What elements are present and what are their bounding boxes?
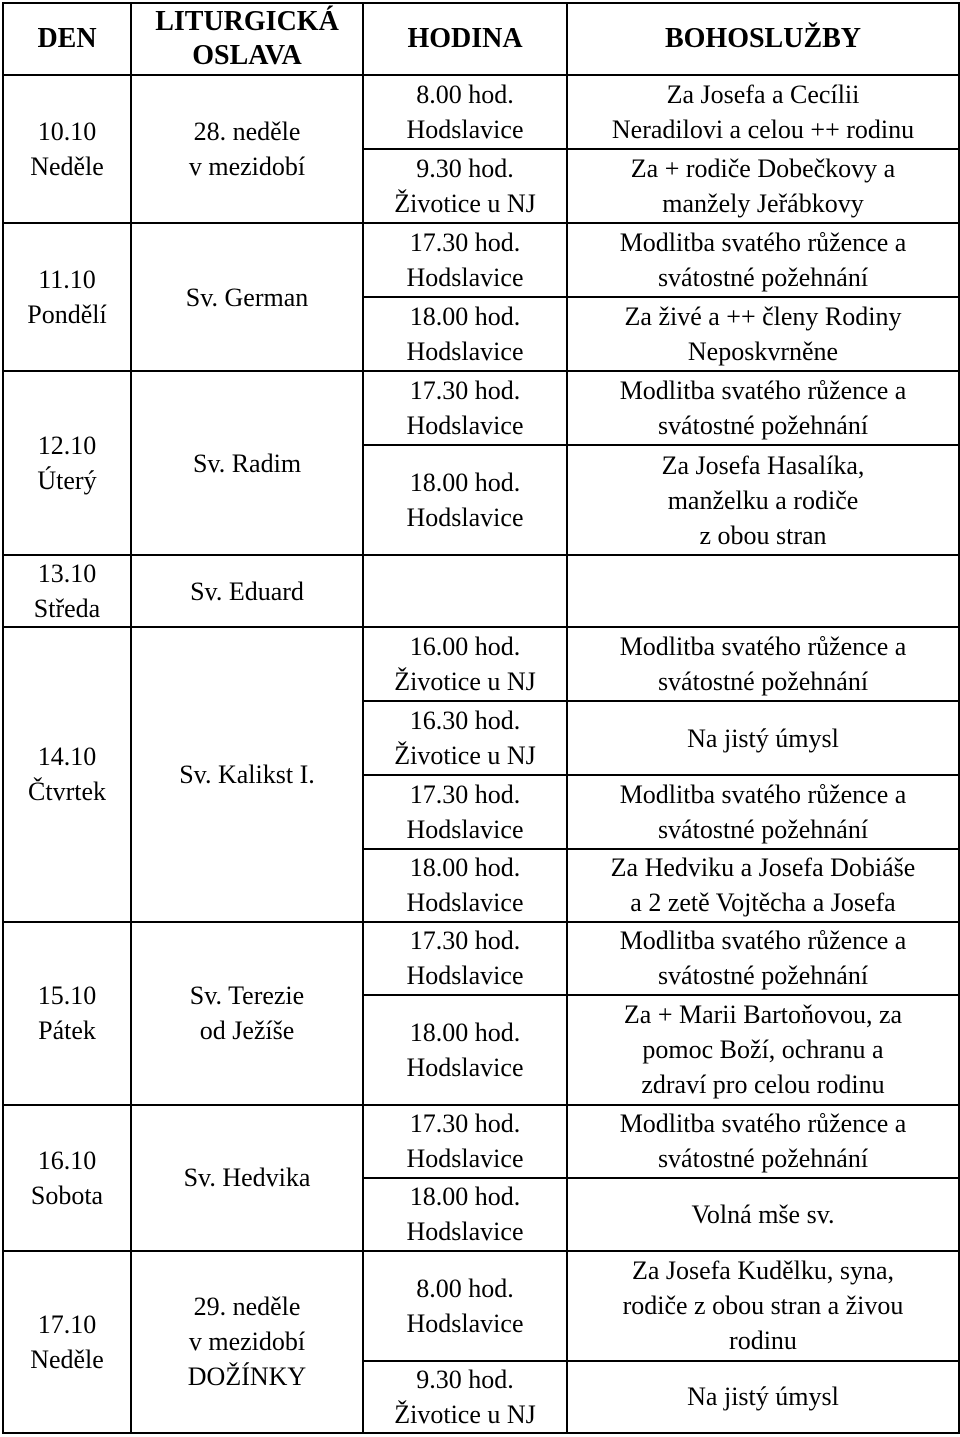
mass-schedule-table bbox=[2, 2, 960, 1434]
service-cell: Na jistý úmysl bbox=[567, 1361, 959, 1433]
service-cell: Modlitba svatého růžence a svátostné požehnání bbox=[567, 627, 959, 701]
day-cell: 13.10 Středa bbox=[3, 555, 131, 627]
header-liturgy: LITURGICKÁ OSLAVA bbox=[131, 3, 363, 75]
liturgy-cell: Sv. Eduard bbox=[131, 555, 363, 627]
header-day: DEN bbox=[3, 3, 131, 75]
table-row bbox=[3, 627, 959, 701]
day-cell: 14.10 Čtvrtek bbox=[3, 627, 131, 921]
day-cell: 16.10 Sobota bbox=[3, 1105, 131, 1251]
service-cell: Za Josefa Hasalíka, manželku a rodiče z obou stran bbox=[567, 445, 959, 555]
service-cell: Za Josefa Kudělku, syna, rodiče z obou stran a živou rodinu bbox=[567, 1251, 959, 1361]
time-cell: 17.30 hod. Hodslavice bbox=[363, 922, 567, 995]
service-cell bbox=[567, 555, 959, 627]
liturgy-cell: Sv. Hedvika bbox=[131, 1105, 363, 1251]
time-cell: 18.00 hod. Hodslavice bbox=[363, 445, 567, 555]
service-cell: Za + rodiče Dobečkovy a manžely Jeřábkovy bbox=[567, 149, 959, 223]
service-cell: Za Josefa a Cecílii Neradilovi a celou ++ rodinu bbox=[567, 75, 959, 149]
time-cell: 18.00 hod. Hodslavice bbox=[363, 995, 567, 1105]
table-row bbox=[3, 371, 959, 445]
time-cell: 16.00 hod. Životice u NJ bbox=[363, 627, 567, 701]
liturgy-cell: Sv. Radim bbox=[131, 371, 363, 555]
liturgy-cell: 28. neděle v mezidobí bbox=[131, 75, 363, 223]
table-row bbox=[3, 223, 959, 297]
liturgy-cell: Sv. Kalikst I. bbox=[131, 627, 363, 921]
service-cell: Modlitba svatého růžence a svátostné požehnání bbox=[567, 922, 959, 995]
service-cell: Volná mše sv. bbox=[567, 1178, 959, 1251]
time-cell: 8.00 hod. Hodslavice bbox=[363, 1251, 567, 1361]
liturgy-cell: Sv. Terezie od Ježíše bbox=[131, 922, 363, 1105]
table-row bbox=[3, 555, 959, 627]
service-cell: Modlitba svatého růžence a svátostné požehnání bbox=[567, 371, 959, 445]
table-row bbox=[3, 1105, 959, 1178]
time-cell: 17.30 hod. Hodslavice bbox=[363, 371, 567, 445]
time-cell: 18.00 hod. Hodslavice bbox=[363, 297, 567, 371]
time-cell bbox=[363, 555, 567, 627]
time-cell: 16.30 hod. Životice u NJ bbox=[363, 701, 567, 775]
time-cell: 17.30 hod. Hodslavice bbox=[363, 775, 567, 848]
table-row bbox=[3, 1251, 959, 1361]
service-cell: Za + Marii Bartoňovou, za pomoc Boží, ochranu a zdraví pro celou rodinu bbox=[567, 995, 959, 1105]
day-cell: 10.10 Neděle bbox=[3, 75, 131, 223]
time-cell: 17.30 hod. Hodslavice bbox=[363, 223, 567, 297]
liturgy-cell: 29. neděle v mezidobí DOŽÍNKY bbox=[131, 1251, 363, 1433]
service-cell: Za Hedviku a Josefa Dobiáše a 2 zetě Vojtěcha a Josefa bbox=[567, 849, 959, 922]
time-cell: 18.00 hod. Hodslavice bbox=[363, 1178, 567, 1251]
day-cell: 11.10 Pondělí bbox=[3, 223, 131, 371]
time-cell: 17.30 hod. Hodslavice bbox=[363, 1105, 567, 1178]
service-cell: Modlitba svatého růžence a svátostné požehnání bbox=[567, 775, 959, 848]
header-service: BOHOSLUŽBY bbox=[567, 3, 959, 75]
day-cell: 15.10 Pátek bbox=[3, 922, 131, 1105]
time-cell: 18.00 hod. Hodslavice bbox=[363, 849, 567, 922]
table-row bbox=[3, 922, 959, 995]
service-cell: Modlitba svatého růžence a svátostné požehnání bbox=[567, 1105, 959, 1178]
header-time: HODINA bbox=[363, 3, 567, 75]
table-row bbox=[3, 75, 959, 149]
service-cell: Za živé a ++ členy Rodiny Neposkvrněne bbox=[567, 297, 959, 371]
service-cell: Na jistý úmysl bbox=[567, 701, 959, 775]
day-cell: 12.10 Úterý bbox=[3, 371, 131, 555]
time-cell: 9.30 hod. Životice u NJ bbox=[363, 1361, 567, 1433]
day-cell: 17.10 Neděle bbox=[3, 1251, 131, 1433]
time-cell: 9.30 hod. Životice u NJ bbox=[363, 149, 567, 223]
service-cell: Modlitba svatého růžence a svátostné požehnání bbox=[567, 223, 959, 297]
liturgy-cell: Sv. German bbox=[131, 223, 363, 371]
time-cell: 8.00 hod. Hodslavice bbox=[363, 75, 567, 149]
